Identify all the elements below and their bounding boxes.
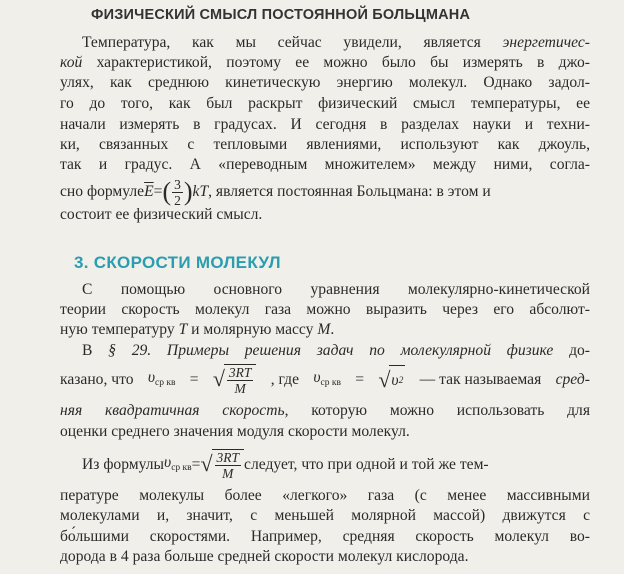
p1-line-6: ки, связанных с тепловыми явлениями, используют как джоуль, bbox=[60, 136, 590, 153]
p4-line-1: Из формулы $\upsilon_{ср кв}$ = √ $\frac{3RT}{M}$ следует, что при одной и той же тем- bbox=[82, 450, 489, 481]
sqrt-3rt-m: √ $\frac{3RT}{M}$ bbox=[213, 364, 257, 396]
p1-line-5: начали измерять в градусах. И сегодня в разделах науки и техни- bbox=[60, 116, 590, 133]
p2-line-3: ную температуру T и молярную массу M. bbox=[60, 321, 335, 338]
p4-line-3: молекулами и, значит, с меньшей молярной массой) движутся с bbox=[60, 507, 590, 524]
p1-line-4: го до того, как был раскрыт физический смысл температуры, ее bbox=[60, 95, 590, 112]
p1-line-3: улях, как среднюю кинетическую энергию молекул. Однако задол- bbox=[60, 74, 590, 91]
p1-line-9: состоит ее физический смысл. bbox=[60, 206, 263, 223]
p1-line-2: кой характеристикой, поэтому ее можно было бы измерять в джо- bbox=[60, 54, 590, 71]
sqrt-3rt-m-2: √ $\frac{3RT}{M}$ bbox=[200, 449, 244, 481]
p4-line-5: дорода в 4 раза больше средней скорости молекул кислорода. bbox=[60, 548, 469, 565]
p3-line-2: казано, что $\upsilon_{ср кв}$ = √ $\frac{3RT}{M}$ , где $\upsilon_{ср кв}$ = √ υ 2 — так называемая сред- bbox=[60, 365, 590, 396]
p1-line-7: так и градус. А «переводным множителем» между ними, согла- bbox=[60, 156, 590, 173]
p4-line-2: пературе молекулы более «легкого» газа (с менее массивными bbox=[60, 487, 590, 504]
p3-line-3: няя квадратичная скорость, которую можно использовать для bbox=[60, 402, 590, 419]
p1-line-8: сно формуле $\overline{E}$ = ( $\frac{3}{2}$ ) kT , является постоянная Больцмана: в этом и bbox=[60, 176, 491, 208]
v-rms-symbol: $\upsilon_{ср кв}$ bbox=[147, 368, 176, 388]
p1-line-1: Температура, как мы сейчас увидели, является энергетичес- bbox=[82, 34, 590, 51]
p3-line-4: оценки среднего значения модуля скорости молекул. bbox=[60, 423, 410, 440]
p2-line-1: С помощью основного уравнения молекулярно-кинетической bbox=[82, 281, 590, 298]
fraction-3-2: $\frac{3}{2}$ bbox=[174, 176, 181, 208]
mean-energy-symbol: $\overline{E}$ bbox=[144, 183, 154, 200]
subsection-heading: ФИЗИЧЕСКИЙ СМЫСЛ ПОСТОЯННОЙ БОЛЬЦМАНА bbox=[91, 7, 471, 23]
p3-line-1: В § 29. Примеры решения задач по молекулярной физике до- bbox=[82, 342, 590, 359]
sqrt-v-squared: √ υ 2 bbox=[378, 365, 405, 395]
p2-line-2: теории скорость молекул газа можно выразить через его абсолют- bbox=[60, 301, 590, 318]
section-title: 3. СКОРОСТИ МОЛЕКУЛ bbox=[74, 253, 281, 272]
p4-line-4: бо́льшими скоростями. Например, средняя скорость молекул во- bbox=[60, 528, 590, 545]
